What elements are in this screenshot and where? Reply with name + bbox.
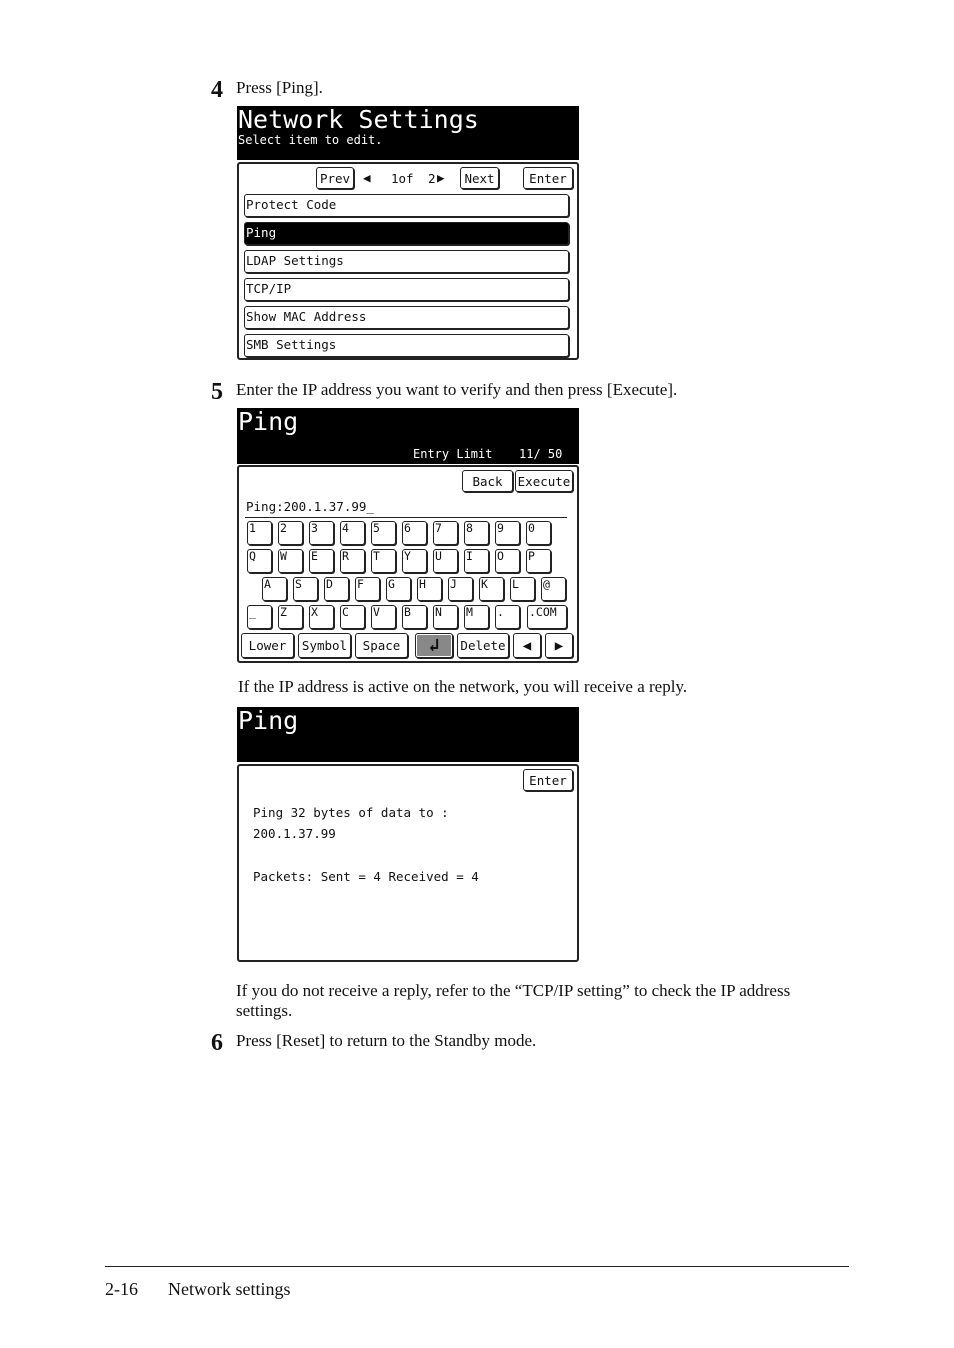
key-2-3[interactable]: R: [340, 549, 365, 573]
reply-line-3: Packets: Sent = 4 Received = 4: [253, 869, 479, 884]
screen-subtitle: Select item to edit.: [238, 133, 383, 147]
key-2-5[interactable]: Y: [402, 549, 427, 573]
step-5-number: 5: [211, 379, 223, 405]
lower-button[interactable]: Lower: [241, 633, 294, 658]
reply-enter-button[interactable]: Enter: [523, 769, 573, 791]
ping-entry-title: Ping: [238, 407, 299, 436]
menu-item-smb-settings[interactable]: SMB Settings: [244, 334, 569, 357]
network-settings-screen: [237, 106, 579, 362]
key-4-5[interactable]: B: [402, 605, 427, 629]
key-1-4[interactable]: 5: [371, 521, 396, 545]
execute-button[interactable]: Execute: [515, 470, 573, 492]
input-underline: [245, 517, 567, 518]
key-1-6[interactable]: 7: [433, 521, 458, 545]
menu-item-ping[interactable]: Ping: [244, 222, 569, 245]
key-2-2[interactable]: E: [309, 549, 334, 573]
ip-address-input[interactable]: Ping:200.1.37.99_: [246, 499, 374, 514]
menu-item-protect-code[interactable]: Protect Code: [244, 194, 569, 217]
ping-reply-title: Ping: [238, 706, 299, 735]
key-4-6[interactable]: N: [433, 605, 458, 629]
step-4-text: Press [Ping].: [236, 78, 323, 97]
key-2-0[interactable]: Q: [247, 549, 272, 573]
menu-item-show-mac-address[interactable]: Show MAC Address: [244, 306, 569, 329]
space-button[interactable]: Space: [355, 633, 408, 658]
key-4-2[interactable]: X: [309, 605, 334, 629]
key-3-9[interactable]: @: [541, 577, 566, 601]
right-arrow-icon: ▶: [437, 170, 445, 185]
step-5-text: Enter the IP address you want to verify and then press [Execute].: [236, 380, 678, 399]
key-1-3[interactable]: 4: [340, 521, 365, 545]
key-1-7[interactable]: 8: [464, 521, 489, 545]
key-1-8[interactable]: 9: [495, 521, 520, 545]
delete-button[interactable]: Delete: [457, 633, 509, 658]
key-3-7[interactable]: K: [479, 577, 504, 601]
ping-entry-screen: [237, 408, 579, 664]
ping-reply-header: [237, 707, 579, 762]
entry-limit-value: 11/ 50: [519, 447, 563, 461]
key-1-1[interactable]: 2: [278, 521, 303, 545]
key-4-1[interactable]: Z: [278, 605, 303, 629]
key-3-0[interactable]: A: [262, 577, 287, 601]
key-4-8[interactable]: .: [495, 605, 520, 629]
next-button[interactable]: Next: [460, 167, 499, 189]
keyboard-panel: [237, 465, 579, 663]
key-3-1[interactable]: S: [293, 577, 318, 601]
key-1-0[interactable]: 1: [247, 521, 272, 545]
key-2-6[interactable]: U: [433, 549, 458, 573]
key-2-8[interactable]: O: [495, 549, 520, 573]
key-3-6[interactable]: J: [448, 577, 473, 601]
enter-key-icon[interactable]: ↲: [415, 633, 453, 658]
ping-reply-screen: [237, 707, 579, 963]
reply-note: If the IP address is active on the network, you will receive a reply.: [238, 677, 688, 696]
cursor-right-icon[interactable]: ▶: [545, 633, 573, 658]
back-button[interactable]: Back: [462, 470, 513, 492]
symbol-button[interactable]: Symbol: [298, 633, 351, 658]
footer-section-title: Network settings: [168, 1279, 291, 1299]
reply-panel: [237, 764, 579, 962]
cursor-left-icon[interactable]: ◀: [513, 633, 541, 658]
key-4-4[interactable]: V: [371, 605, 396, 629]
step-4-number: 4: [211, 77, 223, 103]
page-indicator-current: 1of: [391, 171, 414, 186]
key-1-2[interactable]: 3: [309, 521, 334, 545]
key-4-7[interactable]: M: [464, 605, 489, 629]
key-4-0[interactable]: _: [247, 605, 272, 629]
key-4-3[interactable]: C: [340, 605, 365, 629]
key-2-7[interactable]: I: [464, 549, 489, 573]
menu-item-tcp-ip[interactable]: TCP/IP: [244, 278, 569, 301]
menu-item-ldap-settings[interactable]: LDAP Settings: [244, 250, 569, 273]
no-reply-note: If you do not receive a reply, refer to the “TCP/IP setting” to check the IP address settings.: [236, 981, 791, 1020]
page-indicator-total: 2: [428, 171, 436, 186]
screen-title: Network Settings: [238, 105, 479, 134]
step-6-number: 6: [211, 1030, 223, 1056]
reply-line-2: 200.1.37.99: [253, 826, 336, 841]
enter-button[interactable]: Enter: [523, 167, 573, 189]
key-3-4[interactable]: G: [386, 577, 411, 601]
key-3-8[interactable]: L: [510, 577, 535, 601]
key-2-1[interactable]: W: [278, 549, 303, 573]
entry-limit-label: Entry Limit: [413, 447, 493, 461]
step-6-text: Press [Reset] to return to the Standby mode.: [236, 1031, 537, 1050]
settings-panel: [237, 162, 579, 360]
key-1-9[interactable]: 0: [526, 521, 551, 545]
prev-button[interactable]: Prev: [316, 167, 354, 189]
key-2-9[interactable]: P: [526, 549, 551, 573]
reply-line-1: Ping 32 bytes of data to :: [253, 805, 449, 820]
key-3-2[interactable]: D: [324, 577, 349, 601]
key-3-3[interactable]: F: [355, 577, 380, 601]
left-arrow-icon: ◀: [363, 170, 371, 185]
key-2-4[interactable]: T: [371, 549, 396, 573]
screen-header: [237, 106, 579, 160]
footer-rule: [105, 1266, 849, 1267]
footer-page-number: 2-16: [105, 1279, 138, 1299]
ping-entry-header: [237, 408, 579, 464]
key-com[interactable]: .COM: [527, 605, 567, 629]
key-3-5[interactable]: H: [417, 577, 442, 601]
key-1-5[interactable]: 6: [402, 521, 427, 545]
